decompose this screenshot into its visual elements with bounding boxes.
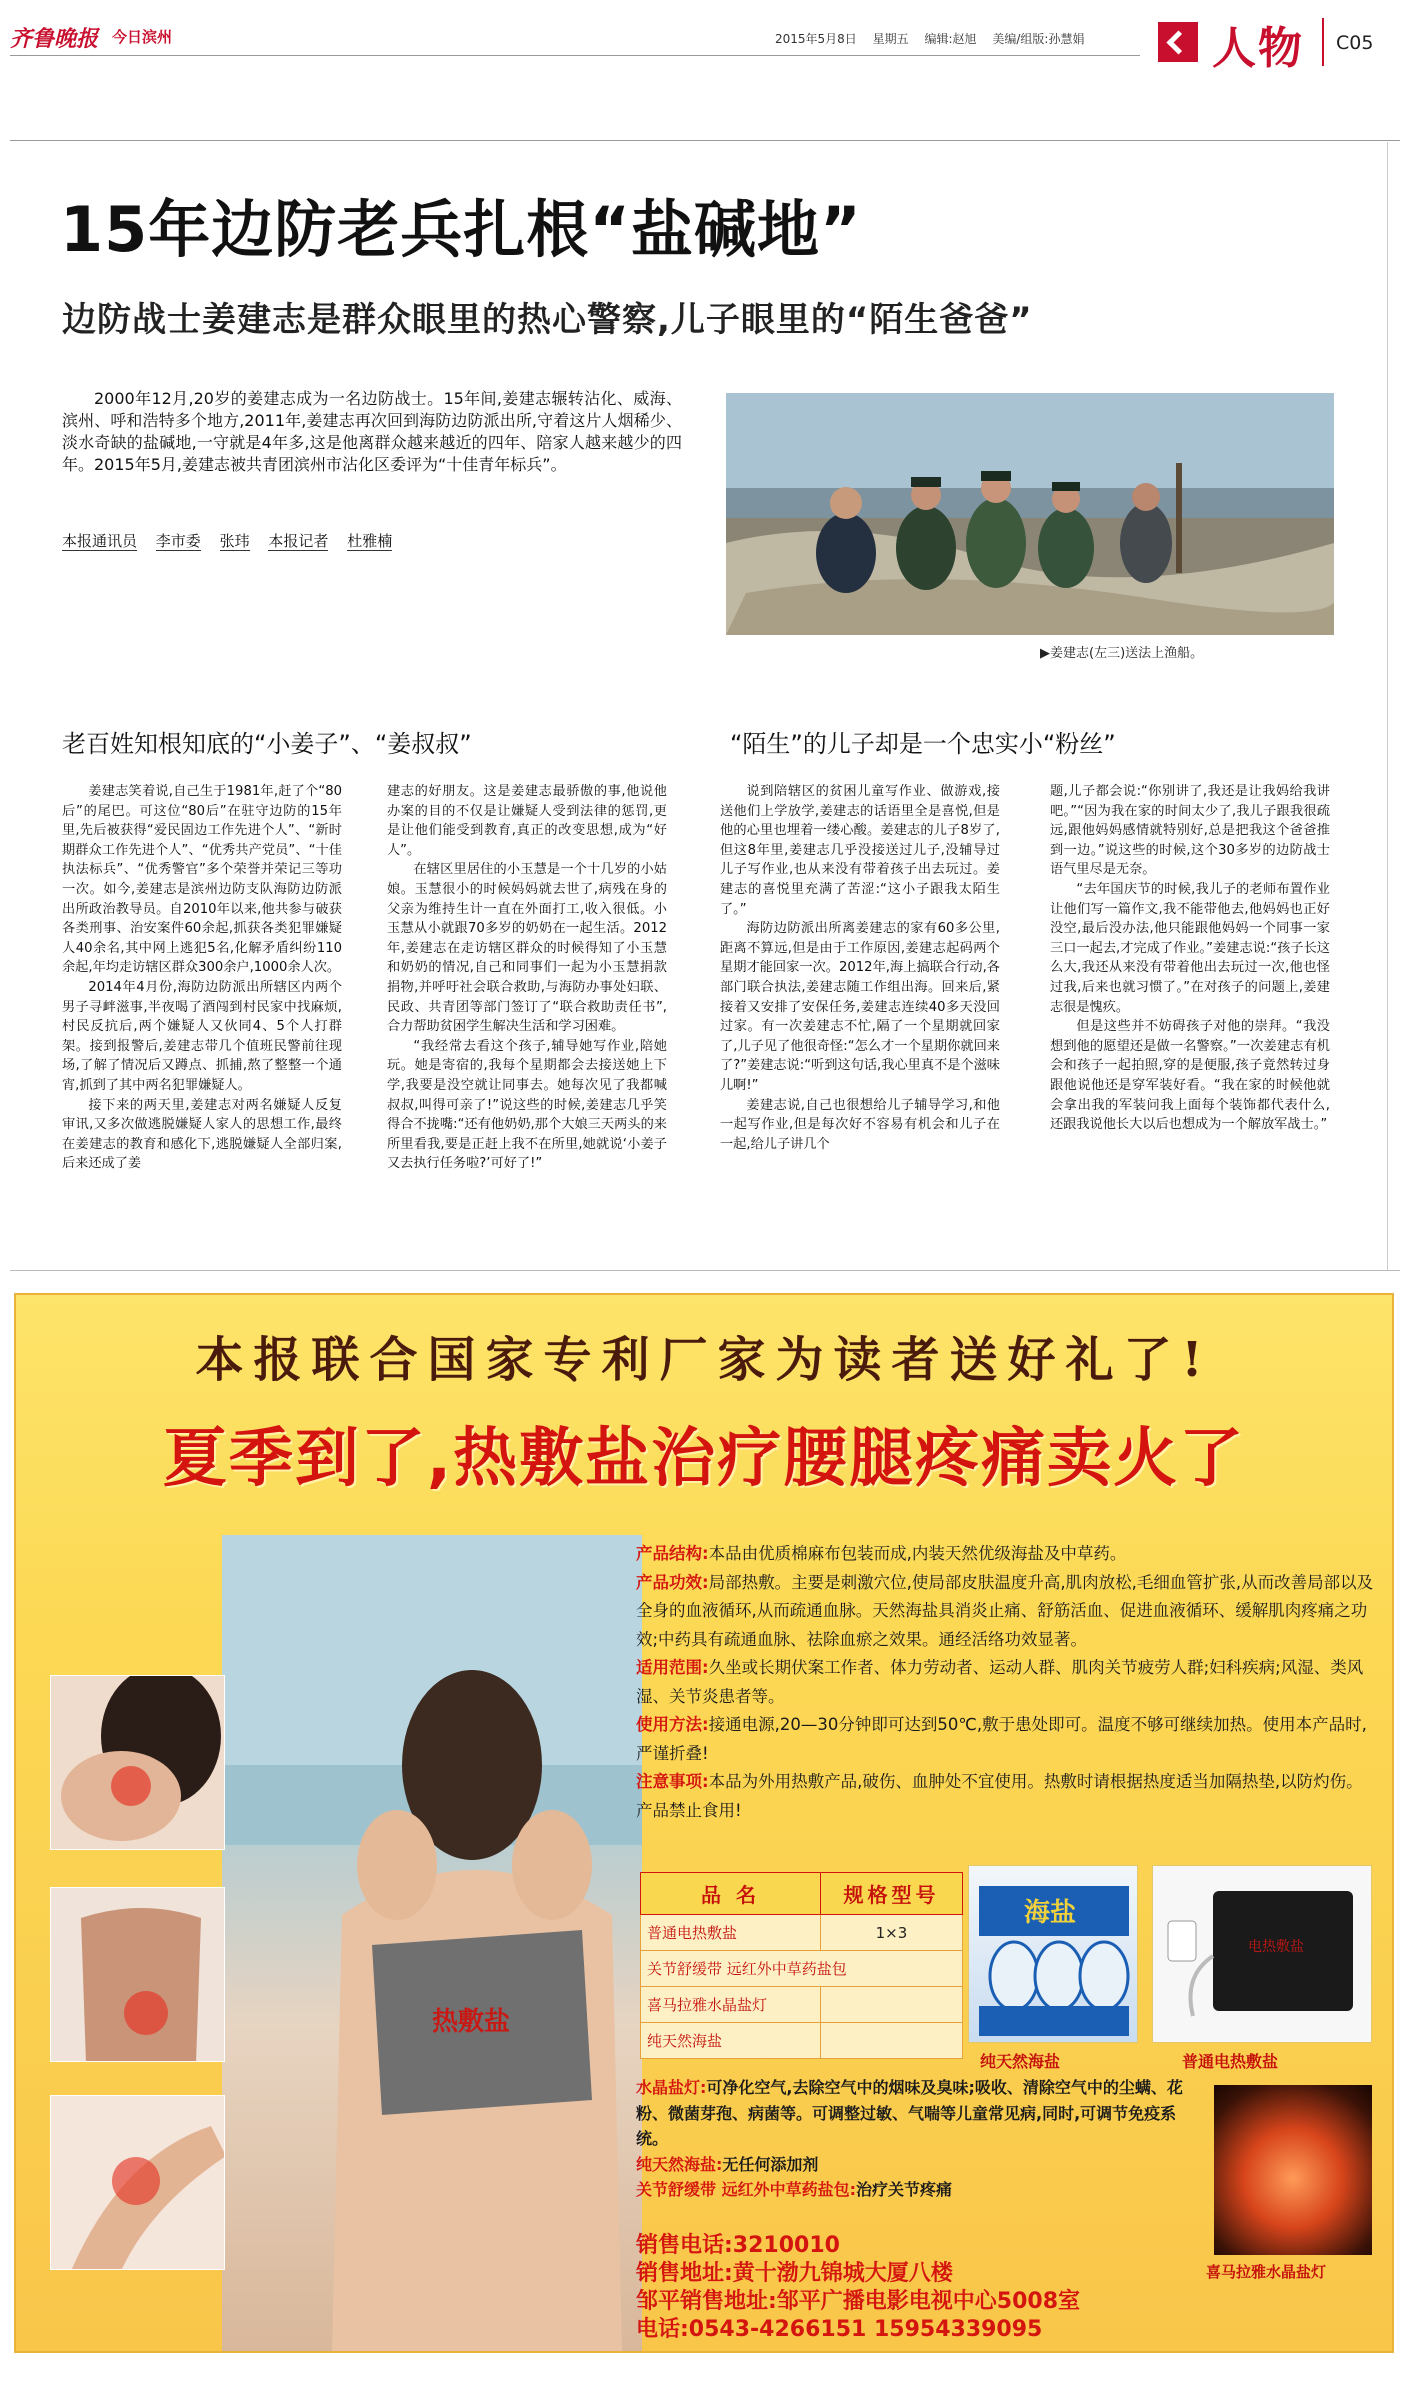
thumb-knee (50, 2095, 225, 2270)
ad-item-label: 使用方法: (636, 1715, 709, 1734)
ad-tagline: 本报联合国家专利厂家为读者送好礼了! (195, 1332, 1213, 1388)
page-number: C05 (1336, 32, 1374, 54)
frame-line (1387, 142, 1388, 1270)
heat-pad-icon (1153, 1866, 1373, 2044)
ad-item-label: 产品结构: (636, 1544, 709, 1563)
article-intro: 2000年12月,20岁的姜建志成为一名边防战士。15年间,姜建志辗转沾化、威海、滨州、呼和浩特多个地方,2011年,姜建志再次回到海防边防派出所,守着这片人烟稀少、淡水奇缺的盐碱地,一守就是4年多,这是他离群众越来越近的四年、陪家人越来越少的四年。2015年5月,姜建志被共青团滨州市沾化区委评为“十佳青年标兵”。 (62, 389, 682, 474)
paragraph: 接下来的两天里,姜建志对两名嫌疑人反复审讯,又多次做逃脱嫌疑人家人的思想工作,最终在姜建志的教育和感化下,逃脱嫌疑人全部归案,后来还成了姜 (62, 1097, 342, 1172)
sales-phone-zouping: 电话:0543-4266151 15954339095 (636, 2317, 1043, 2342)
table-header: 品 名 (641, 1873, 821, 1915)
table-row (641, 1915, 963, 1951)
table-cell-name: 喜马拉雅水晶盐灯 (641, 1987, 821, 2023)
thumb-shoulder (50, 1675, 225, 1850)
byline-role: 本报记者 (268, 532, 329, 550)
ad-item-text: 接通电源,20—30分钟即可达到50℃,敷于患处即可。温度不够可继续加热。使用本产品时,严谨折叠! (636, 1715, 1367, 1763)
pub-designer: 美编/组版:孙慧娟 (992, 32, 1085, 46)
sales-phone: 销售电话:3210010 (636, 2233, 840, 2258)
subheadline: 边防战士姜建志是群众眼里的热心警察,儿子眼里的“陌生爸爸” (62, 300, 1033, 340)
ad-item-text: 可净化空气,去除空气中的烟味及臭味;吸收、清除空气中的尘螨、花粉、微菌芽孢、病菌等。可调整过敏、气喘等儿童常见病,同时,可调节免疫系统。 (636, 2078, 1183, 2148)
shoulder-pain-image (51, 1676, 225, 1850)
pub-editor: 编辑:赵旭 (924, 32, 977, 46)
table-header-row (641, 1873, 963, 1915)
pub-date: 2015年5月8日 (775, 32, 857, 46)
ad-lower-item (636, 2177, 1201, 2203)
prod2-label: 电热敷盐 (1248, 1939, 1304, 1955)
byline-author: 张玮 (219, 532, 250, 550)
ad-lower-item (636, 2152, 1201, 2178)
sales-contact (636, 2232, 1080, 2344)
sales-address: 销售地址:黄十渤九锦城大厦八楼 (636, 2261, 953, 2286)
ad-item (636, 1768, 1376, 1825)
ad-item-label: 适用范围: (636, 1658, 709, 1677)
paragraph: 2014年4月份,海防边防派出所辖区内两个男子寻衅滋事,半夜喝了酒闯到村民家中找麻烦,村民反抗后,两个嫌疑人又伙同4、5个人打群架。接到报警后,姜建志带几个值班民警前往现场,了解了情况后又蹲点、抓捕,熬了整整一个通宵,抓到了其中两名犯罪嫌疑人。 (62, 979, 342, 1093)
paragraph: “我经常去看这个孩子,辅导她写作业,陪她玩。她是寄宿的,我每个星期都会去接送她上下学,我要是没空就让同事去。她每次见了我都喊叔叔,叫得可亲了!”说这些的时候,姜建志几乎笑得合不拢嘴:“还有他奶奶,那个大娘三天两头的来所里看我,要是正赶上我不在所里,她就说‘小姜子又去执行任务啦?’可好了!” (387, 1038, 667, 1172)
ad-item-text: 本品由优质棉麻布包装而成,内装天然优级海盐及中草药。 (708, 1544, 1127, 1563)
caption-heat-pad: 普通电热敷盐 (1182, 2052, 1279, 2071)
ad-item-label: 关节舒缓带 远红外中草药盐包: (636, 2180, 856, 2199)
paragraph: 姜建志说,自己也很想给儿子辅导学习,和他一起写作业,但是每次好不容易有机会和儿子在一起,给儿子讲几个 (720, 1097, 1000, 1152)
ad-item-label: 水晶盐灯: (636, 2078, 707, 2097)
pub-weekday: 星期五 (872, 32, 909, 46)
table-cell-spec (820, 2023, 962, 2059)
fishing-boat-scene (726, 393, 1334, 635)
ad-item-text: 局部热敷。主要是刺激穴位,使局部皮肤温度升高,肌肉放松,毛细血管扩张,从而改善局部以及全身的血液循环,从而疏通血脉。天然海盐具消炎止痛、舒筋活血、促进血液循环、缓解肌肉疼痛之功效;中药具有疏通血脉、祛除血瘀之效果。通经活络功效显著。 (636, 1572, 1374, 1649)
paragraph: 说到陪辖区的贫困儿童写作业、做游戏,接送他们上学放学,姜建志的话语里全是喜悦,但是他的心里也埋着一缕心酸。姜建志的儿子8岁了,但这8年里,姜建志几乎没接送过儿子,没辅导过儿子写作业,也从来没有带着孩子出去玩过。姜建志的喜悦里充满了苦涩:“这小子跟我太陌生了。” (720, 784, 1000, 917)
table-cell-name: 纯天然海盐 (641, 2023, 821, 2059)
thumb-back (50, 1887, 225, 2062)
table-cell-name: 普通电热敷盐 (641, 1915, 821, 1951)
table-row (641, 2023, 963, 2059)
table-cell-name: 关节舒缓带 远红外中草药盐包 (641, 1951, 963, 1987)
salt-lamp-image (1214, 2085, 1372, 2255)
byline-author: 杜雅楠 (347, 532, 393, 550)
table-cell-spec (820, 1987, 962, 2023)
woman-back-illustration (222, 1535, 642, 2353)
ad-headline: 夏季到了,热敷盐治疗腰腿疼痛卖火了 (162, 1422, 1246, 1496)
ad-model-photo (222, 1535, 642, 2353)
ad-item-text: 治疗关节疼痛 (855, 2180, 952, 2199)
paragraph: 题,儿子都会说:“你别讲了,我还是让我妈给我讲吧。”“因为我在家的时间太少了,我儿子跟我很疏远,跟他妈妈感情就特别好,总是把我这个爸爸推到一边。”说这些的时候,这个30多岁的边防战士语气里尽是无奈。 (1050, 784, 1330, 878)
paper-name: 齐鲁晚报 (10, 26, 99, 52)
ad-lower-info (636, 2075, 1201, 2203)
article-column-4 (1050, 782, 1330, 1135)
prod1-label: 海盐 (1024, 1898, 1077, 1928)
paragraph: 海防边防派出所离姜建志的家有60多公里,距离不算远,但是由于工作原因,姜建志起码两个星期才能回家一次。2012年,海上搞联合行动,各部门联合执法,姜建志随工作组出海。回来后,紧接着又安排了安保任务,姜建志连续40多天没回过家。有一次姜建志不忙,隔了一个星期就回家了,儿子见了他很奇怪:“怎么才一个星期你就回来了?”姜建志说:“听到这句话,我心里真不是个滋味儿啊!” (720, 921, 1000, 1093)
table-row (641, 1987, 963, 2023)
section-heading-left: 老百姓知根知底的“小姜子”、“姜叔叔” (62, 730, 472, 758)
ad-item-text: 久坐或长期伏案工作者、体力劳动者、运动人群、肌肉关节疲劳人群;妇科疾病;风湿、类风湿、关节炎患者等。 (636, 1658, 1364, 1706)
ad-lower-item (636, 2075, 1201, 2152)
section-divider (1322, 18, 1324, 66)
ad-item (636, 1711, 1376, 1768)
ad-item (636, 1569, 1376, 1655)
ad-item (636, 1540, 1376, 1569)
masthead-rule (10, 55, 1140, 56)
photo-caption: ▶姜建志(左三)送法上渔船。 (1040, 646, 1204, 661)
byline-role: 本报通讯员 (62, 532, 138, 550)
section-heading-right: “陌生”的儿子却是一个忠实小“粉丝” (730, 730, 1116, 758)
sea-salt-jars-icon (969, 1866, 1139, 2044)
article-column-1 (62, 782, 342, 1174)
paragraph: 姜建志笑着说,自己生于1981年,赶了个“80后”的尾巴。可这位“80后”在驻守边防的15年里,先后被获得“爱民固边工作先进个人”、“新时期群众工作先进个人”、“优秀共产党员”、“十佳执法标兵”、“优秀警官”多个荣誉并荣记三等功一次。如今,姜建志是滨州边防支队海防边防派出所政治教导员。自2010年以来,他共参与破获各类刑事、治安案件60余起,抓获各类犯罪嫌疑人40余名,其中网上逃犯5名,化解矛盾纠纷110余起,年均走访辖区群众300余户,1000余人次。 (62, 784, 342, 976)
knee-pain-image (51, 2096, 225, 2270)
byline (62, 530, 406, 551)
table-cell-spec: 1×3 (820, 1915, 962, 1951)
article-column-2 (387, 782, 667, 1174)
edition-name: 今日滨州 (112, 28, 173, 46)
pack-label: 热敷盐 (432, 2007, 511, 2037)
caption-sea-salt: 纯天然海盐 (980, 2052, 1061, 2071)
paragraph: “去年国庆节的时候,我儿子的老师布置作业让他们写一篇作文,我不能带他去,他妈妈也正好没空,最后没办法,他只能跟他妈妈一个同事一家三口一起去,才完成了作业。”姜建志说:“孩子长这么大,我还从来没有带着他出去玩过一次,他也怪过我,后来也就习惯了。”在对孩子的问题上,姜建志很是愧疚。 (1050, 881, 1330, 1015)
ad-item (636, 1654, 1376, 1711)
ad-item-label: 纯天然海盐: (636, 2154, 723, 2174)
ad-product-info (636, 1540, 1376, 1825)
headline: 15年边防老兵扎根“盐碱地” (60, 193, 862, 266)
table-header: 规格型号 (820, 1873, 962, 1915)
masthead (0, 0, 1409, 78)
ad-item-label: 注意事项: (636, 1772, 709, 1791)
sales-address-zouping: 邹平销售地址:邹平广播电影电视中心5008室 (636, 2289, 1081, 2314)
product-table (640, 1872, 963, 2059)
section-arrow-icon (1158, 22, 1198, 62)
publication-info (775, 30, 1096, 47)
heat-pad-product-image (1152, 1865, 1372, 2043)
sea-salt-product-image (968, 1865, 1138, 2043)
header-rule (10, 140, 1400, 141)
ad-item-label: 产品功效: (636, 1572, 709, 1592)
byline-author: 李市委 (155, 532, 201, 550)
section-name: 人物 (1212, 23, 1304, 74)
paragraph: 建志的好朋友。这是姜建志最骄傲的事,他说他办案的目的不仅是让嫌疑人受到法律的惩罚,更是让他们能受到教育,真正的改变思想,成为“好人”。 (387, 784, 667, 858)
table-row (641, 1951, 963, 1987)
caption-salt-lamp: 喜马拉雅水晶盐灯 (1206, 2263, 1327, 2281)
article-bottom-rule (10, 1270, 1400, 1271)
ad-item-text: 本品为外用热敷产品,破伤、血肿处不宜使用。热敷时请根据热度适当加隔热垫,以防灼伤。产品禁止食用! (636, 1772, 1363, 1820)
paragraph: 在辖区里居住的小玉慧是一个十几岁的小姑娘。玉慧很小的时候妈妈就去世了,病残在身的父亲为维持生计一直在外面打工,收入很低。小玉慧从小就跟70多岁的奶奶在一起生活。2012年,姜建志在走访辖区群众的时候得知了小玉慧和奶奶的情况,自己和同事们一起为小玉慧捐款捐物,并呼吁社会联合救助,与海防办事处妇联、民政、共青团等部门签订了“联合救助责任书”,合力帮助贫困学生解决生活和学习困难。 (387, 862, 667, 1035)
news-photo (726, 393, 1334, 635)
back-pain-image (51, 1888, 225, 2062)
paragraph: 但是这些并不妨碍孩子对他的崇拜。“我没想到他的愿望还是做一名警察。”一次姜建志有机会和孩子一起拍照,穿的是便服,孩子竟然转过身跟他说他还是穿军装好看。“我在家的时候他就会拿出我的军装问我上面每个装饰都代表什么,还跟我说他长大以后也想成为一个解放军战士。” (1050, 1019, 1330, 1133)
advertisement (14, 1293, 1394, 2353)
article-column-3 (720, 782, 1000, 1154)
ad-item-text: 无任何添加剂 (722, 2154, 819, 2174)
